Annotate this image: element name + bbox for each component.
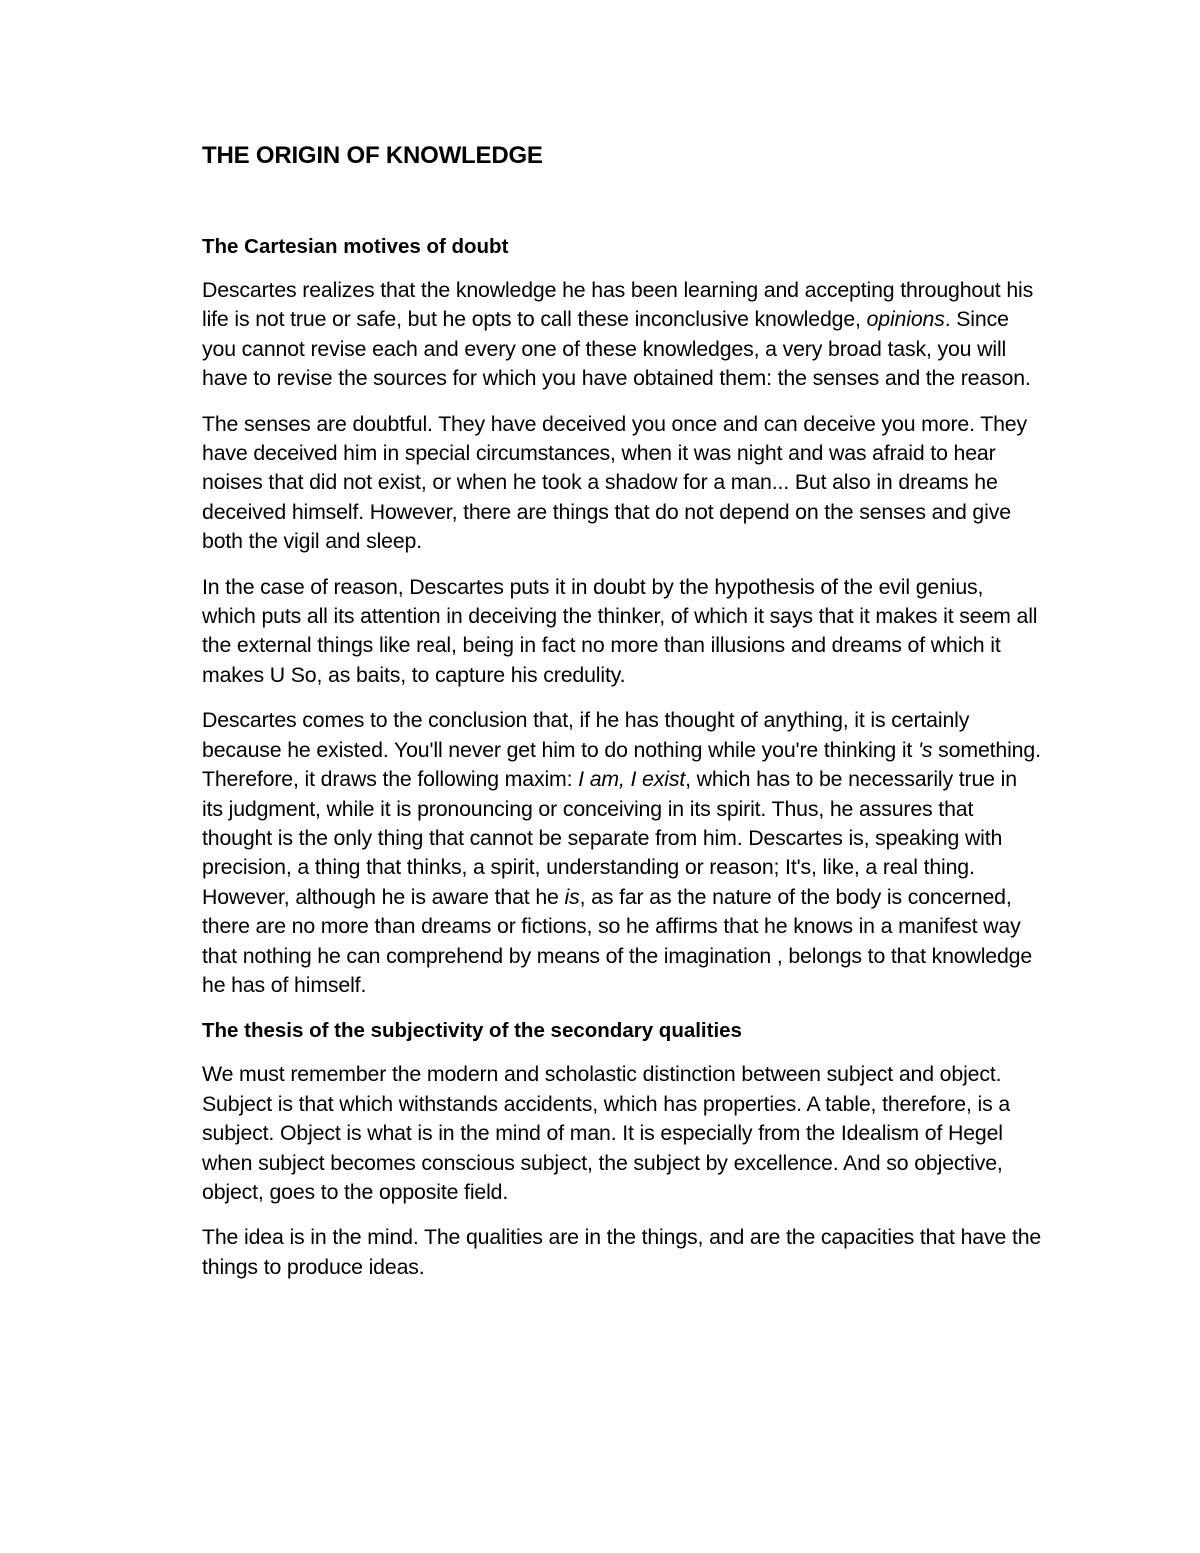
title-block bbox=[202, 138, 1042, 174]
emphasis-s: 's bbox=[917, 737, 933, 762]
section-heading-cartesian-doubt: The Cartesian motives of doubt bbox=[202, 235, 509, 258]
document-title: THE ORIGIN OF KNOWLEDGE bbox=[202, 142, 543, 169]
section-heading-secondary-qualities: The thesis of the subjectivity of the secondary qualities bbox=[202, 1019, 742, 1043]
emphasis-opinions: opinions bbox=[866, 307, 945, 332]
document-page bbox=[202, 138, 1042, 1298]
paragraph-text: Descartes realizes that the knowledge he has been learning and accepting throughout his life is not true or safe, but he opts to call these inconclusive knowledge, bbox=[202, 278, 1034, 332]
paragraph-text: , as far as the nature of the body is concerned, there are no more than dreams or fictions, so he affirms that he knows in a manifest way that nothing he can comprehend by means of the imagination , belongs to that knowledge he has of himself. bbox=[202, 884, 1033, 997]
paragraph-opinions bbox=[202, 276, 1042, 394]
paragraph-senses: The senses are doubtful. They have deceived you once and can deceive you more. They have deceived him in special circumstances, when it was night and was afraid to hear noises that did not exist, or when he took a shadow for a man... But also in dreams he deceived himself. However, there are things that do not depend on the senses and give both the vigil and sleep. bbox=[202, 411, 1027, 554]
paragraph-text: something. Therefore, it draws the following maxim: bbox=[202, 737, 1041, 792]
emphasis-i-am-i-exist: I am, I exist bbox=[578, 767, 686, 792]
paragraph-text: . Since you cannot revise each and every one of these knowledges, a very broad task, you will have to revise the sources for which you have obtained them: the senses and the reason. bbox=[202, 307, 1031, 391]
paragraph-idea-mind: The idea is in the mind. The qualities are in the things, and are the capacities that have the things to produce ideas. bbox=[202, 1225, 1042, 1279]
emphasis-is: is bbox=[564, 884, 580, 909]
paragraph-subject-object: We must remember the modern and scholastic distinction between subject and object. Subject is that which withstands accidents, which has properties. A table, therefore, is a subject. Object is what is in the mind of man. It is especially from the Idealism of Hegel when subject becomes conscious subject, the subject by excellence. And so objective, object, goes to the opposite field. bbox=[202, 1062, 1011, 1204]
paragraph-reason: In the case of reason, Descartes puts it in doubt by the hypothesis of the evil genius, which puts all its attention in deceiving the thinker, of which it says that it makes it seem all the external things like real, being in fact no more than illusions and dreams of which it makes U So, as baits, to capture his credulity. bbox=[202, 574, 1038, 687]
paragraph-text: , which has to be necessarily true in its judgment, while it is pronouncing or conceiving in its spirit. Thus, he assures that thought is the only thing that cannot be separate from him. Descartes is, speaking with precision, a thing that thinks, a spirit, understanding or reason; It's, like, a real thing. However, although he is aware that he bbox=[202, 767, 1017, 909]
paragraph-text: Descartes comes to the conclusion that, if he has thought of anything, it is certainly because he existed. You'll never get him to do nothing while you're thinking it bbox=[202, 708, 970, 762]
paragraph-conclusion bbox=[202, 706, 1042, 1000]
